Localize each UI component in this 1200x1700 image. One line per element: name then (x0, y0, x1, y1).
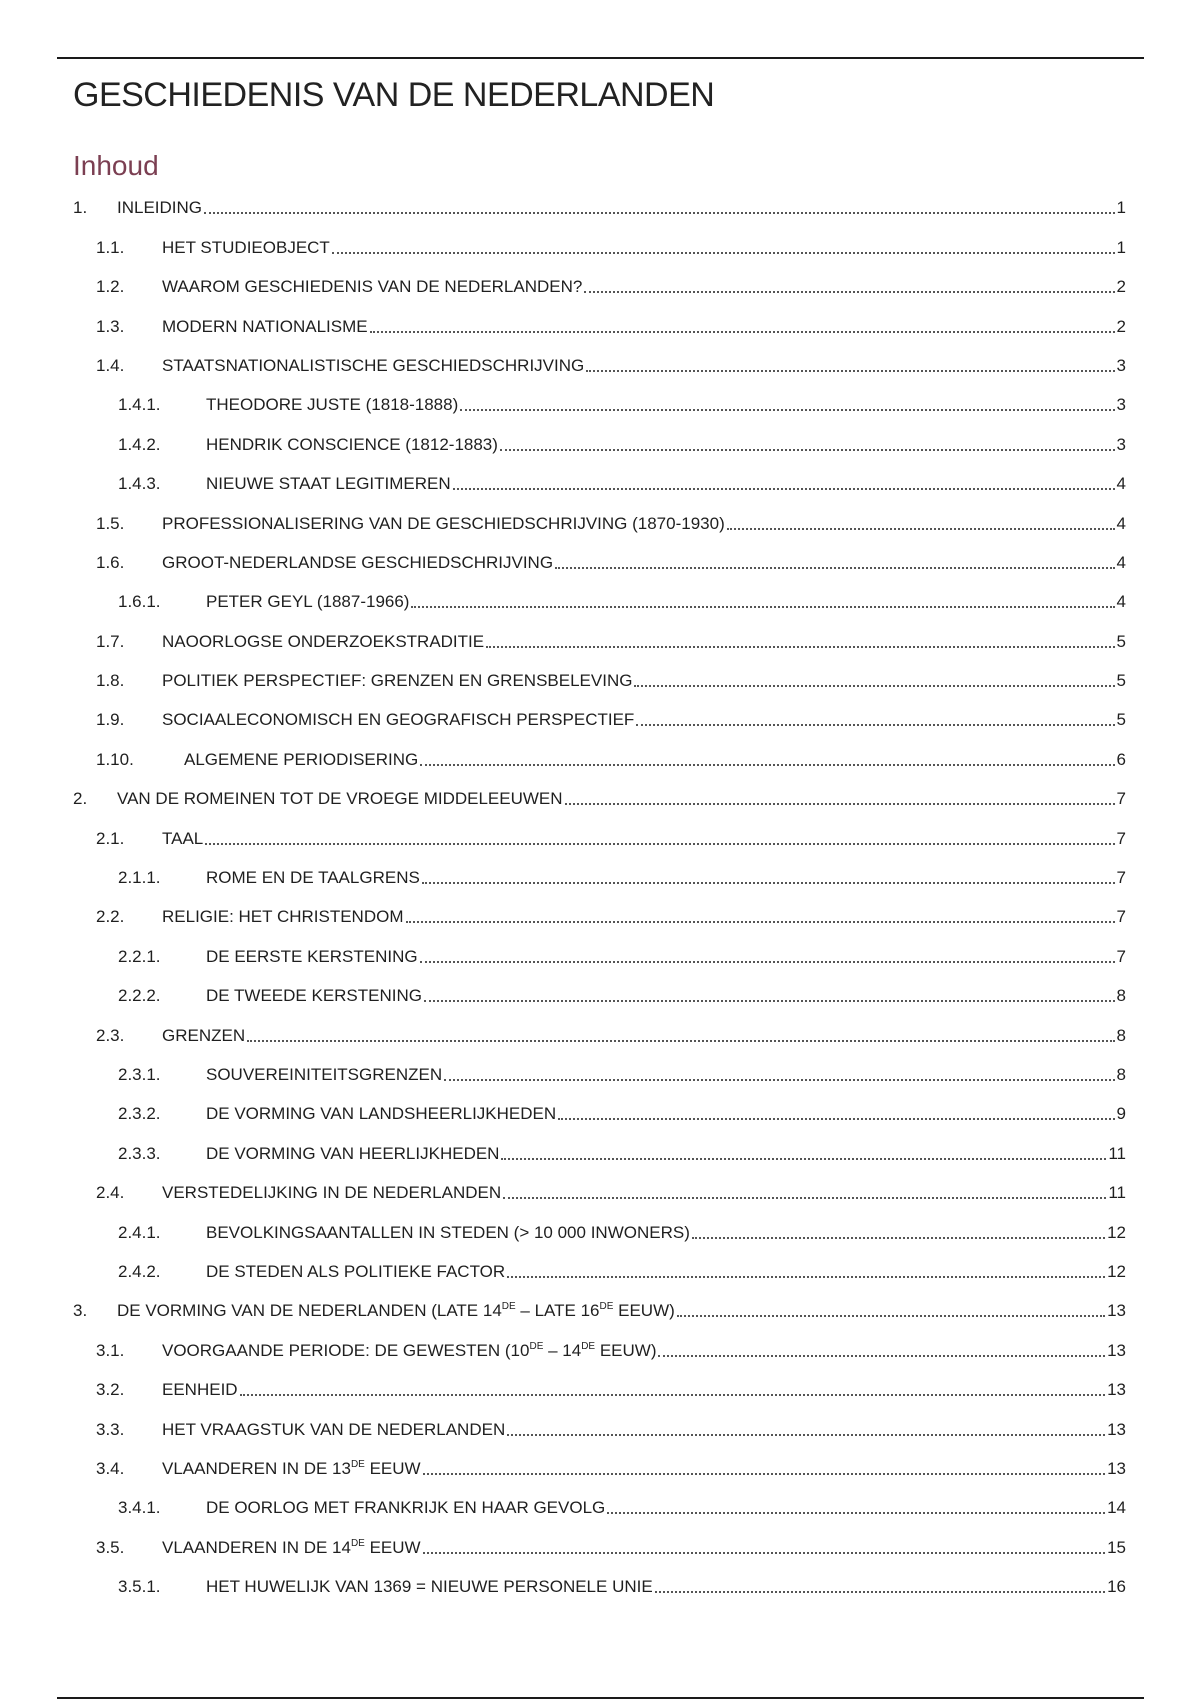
toc-entry-number: 3.1. (96, 1340, 125, 1360)
toc-leader-dots (503, 1197, 1106, 1199)
toc-leader-dots (204, 212, 1115, 214)
toc-entry-number: 3.2. (96, 1380, 125, 1400)
toc-entry[interactable] (73, 737, 1126, 776)
toc-leader-dots (501, 1158, 1106, 1160)
toc-entry-page: 7 (1116, 868, 1126, 888)
toc-entry-page: 7 (1116, 828, 1126, 848)
toc-entry-page: 12 (1107, 1222, 1126, 1242)
toc-entry-page: 3 (1116, 395, 1126, 415)
toc-leader-dots (247, 1040, 1114, 1042)
toc-entry-title: VAN DE ROMEINEN TOT DE VROEGE MIDDELEEUWEN (117, 789, 563, 809)
toc-entry[interactable] (73, 1447, 1126, 1486)
toc-leader-dots (634, 685, 1114, 687)
toc-entry-number: 1.1. (96, 237, 125, 257)
toc-entry[interactable] (73, 895, 1126, 934)
toc-entry-number: 2.3.1. (118, 1064, 161, 1084)
toc-entry[interactable] (73, 541, 1126, 580)
toc-leader-dots (424, 1000, 1115, 1002)
toc-leader-dots (692, 1237, 1105, 1239)
toc-entry[interactable] (73, 1407, 1126, 1446)
toc-leader-dots (423, 1473, 1105, 1475)
toc-leader-dots (444, 1079, 1114, 1081)
toc-entry-page: 4 (1116, 552, 1126, 572)
toc-entry-page: 13 (1107, 1458, 1126, 1478)
toc-entry[interactable] (73, 265, 1126, 304)
toc-entry-page: 7 (1116, 789, 1126, 809)
toc-entry-number: 2.2. (96, 907, 125, 927)
toc-leader-dots (411, 606, 1114, 608)
toc-entry-number: 2.4. (96, 1183, 125, 1203)
toc-entry[interactable] (73, 1013, 1126, 1052)
toc-leader-dots (565, 803, 1115, 805)
toc-entry[interactable] (73, 1328, 1126, 1367)
toc-entry-title: THEODORE JUSTE (1818-1888) (206, 395, 459, 415)
toc-entry[interactable] (73, 1289, 1126, 1328)
toc-entry[interactable] (73, 856, 1126, 895)
toc-entry-number: 2.1. (96, 828, 125, 848)
toc-entry-title: HET HUWELIJK VAN 1369 = NIEUWE PERSONELE UNIE (206, 1577, 653, 1597)
toc-entry-title: TAAL (162, 828, 204, 848)
toc-entry-number: 1. (73, 198, 88, 218)
toc-entry-page: 2 (1116, 277, 1126, 297)
toc-entry-page: 11 (1108, 1143, 1126, 1163)
toc-leader-dots (727, 528, 1115, 530)
toc-leader-dots (507, 1434, 1105, 1436)
page-title: GESCHIEDENIS VAN DE NEDERLANDEN (73, 76, 715, 114)
toc-leader-dots (584, 291, 1114, 293)
toc-entry-page: 15 (1107, 1537, 1126, 1557)
toc-entry-title: NIEUWE STAAT LEGITIMEREN (206, 474, 451, 494)
toc-entry-page: 7 (1116, 946, 1126, 966)
toc-entry-number: 2.3.2. (118, 1104, 161, 1124)
toc-entry-title: PROFESSIONALISERING VAN DE GESCHIEDSCHRIJVING (1870-1930) (162, 513, 725, 533)
toc-entry-number: 1.5. (96, 513, 125, 533)
toc-entry-title: VLAANDEREN IN DE 14DE EEUW (162, 1537, 421, 1557)
toc-entry-number: 1.4.3. (118, 474, 161, 494)
toc-entry-page: 16 (1107, 1577, 1126, 1597)
toc-entry-title: VOORGAANDE PERIODE: DE GEWESTEN (10DE – 14DE EEUW) (162, 1340, 657, 1360)
toc-entry-number: 2.3.3. (118, 1143, 161, 1163)
toc-entry-number: 2.1.1. (118, 868, 161, 888)
toc-entry-title: DE TWEEDE KERSTENING (206, 986, 422, 1006)
toc-entry[interactable] (73, 186, 1126, 225)
toc-entry-title: RELIGIE: HET CHRISTENDOM (162, 907, 404, 927)
toc-entry-page: 3 (1116, 355, 1126, 375)
toc-entry-number: 1.7. (96, 631, 125, 651)
bottom-rule (57, 1697, 1144, 1699)
toc-entry-title: HET STUDIEOBJECT (162, 237, 330, 257)
toc-entry[interactable] (73, 344, 1126, 383)
toc-entry-number: 1.6.1. (118, 592, 161, 612)
toc-entry[interactable] (73, 659, 1126, 698)
toc-entry-title: GROOT-NEDERLANDSE GESCHIEDSCHRIJVING (162, 552, 554, 572)
toc-entry-number: 1.3. (96, 316, 125, 336)
toc-entry[interactable] (73, 1092, 1126, 1131)
toc-entry-title: STAATSNATIONALISTISCHE GESCHIEDSCHRIJVING (162, 355, 585, 375)
toc-entry-page: 8 (1116, 1025, 1126, 1045)
toc-entry-page: 4 (1116, 513, 1126, 533)
toc-entry-number: 1.4.2. (118, 434, 161, 454)
toc-entry[interactable] (73, 777, 1126, 816)
toc-entry-number: 2.2.2. (118, 986, 161, 1006)
toc-entry-number: 2. (73, 789, 88, 809)
toc-entry[interactable] (73, 383, 1126, 422)
toc-entry-title: DE OORLOG MET FRANKRIJK EN HAAR GEVOLG (206, 1498, 606, 1518)
toc-entry-number: 2.2.1. (118, 946, 161, 966)
toc-leader-dots (423, 1552, 1105, 1554)
toc-entry-title: ROME EN DE TAALGRENS (206, 868, 420, 888)
toc-entry-title: SOCIAALECONOMISCH EN GEOGRAFISCH PERSPECTIEF (162, 710, 635, 730)
toc-entry[interactable] (73, 816, 1126, 855)
toc-entry[interactable] (73, 462, 1126, 501)
toc-entry[interactable] (73, 304, 1126, 343)
toc-entry-title: EENHEID (162, 1380, 238, 1400)
toc-leader-dots (453, 488, 1115, 490)
toc-entry[interactable] (73, 225, 1126, 264)
toc-entry-page: 4 (1116, 474, 1126, 494)
toc-entry-title: DE VORMING VAN DE NEDERLANDEN (LATE 14DE – LATE 16DE EEUW) (117, 1301, 675, 1321)
toc-leader-dots (555, 567, 1114, 569)
toc-entry-title: WAAROM GESCHIEDENIS VAN DE NEDERLANDEN? (162, 277, 583, 297)
toc-entry-page: 5 (1116, 710, 1126, 730)
top-rule (57, 57, 1144, 59)
toc-leader-dots (658, 1355, 1105, 1357)
toc-entry[interactable] (73, 422, 1126, 461)
toc-entry[interactable] (73, 1565, 1126, 1604)
toc-leader-dots (500, 449, 1115, 451)
toc-entry-title: SOUVEREINITEITSGRENZEN (206, 1064, 443, 1084)
toc-leader-dots (332, 252, 1115, 254)
toc-entry-page: 4 (1116, 592, 1126, 612)
toc-entry-title: PETER GEYL (1887-1966) (206, 592, 410, 612)
toc-entry-page: 8 (1116, 1064, 1126, 1084)
toc-entry[interactable] (73, 1250, 1126, 1289)
toc-entry-number: 2.4.1. (118, 1222, 161, 1242)
toc-leader-dots (677, 1315, 1105, 1317)
toc-entry[interactable] (73, 1525, 1126, 1564)
toc-entry-page: 11 (1108, 1183, 1126, 1203)
toc-entry-title: DE STEDEN ALS POLITIEKE FACTOR (206, 1261, 506, 1281)
toc-entry-title: VERSTEDELIJKING IN DE NEDERLANDEN (162, 1183, 502, 1203)
toc-leader-dots (420, 961, 1115, 963)
toc-entry-title: HENDRIK CONSCIENCE (1812-1883) (206, 434, 498, 454)
toc-leader-dots (406, 921, 1115, 923)
toc-entry-page: 1 (1116, 237, 1126, 257)
toc-entry-page: 5 (1116, 631, 1126, 651)
toc-leader-dots (460, 409, 1114, 411)
toc-entry[interactable] (73, 1486, 1126, 1525)
toc-leader-dots (636, 724, 1114, 726)
toc-entry-page: 8 (1116, 986, 1126, 1006)
toc-entry-title: NAOORLOGSE ONDERZOEKSTRADITIE (162, 631, 485, 651)
toc-entry-title: BEVOLKINGSAANTALLEN IN STEDEN (> 10 000 INWONERS) (206, 1222, 690, 1242)
toc-leader-dots (655, 1591, 1105, 1593)
toc-leader-dots (205, 843, 1114, 845)
toc-entry[interactable] (73, 1131, 1126, 1170)
toc-entry-title: DE VORMING VAN HEERLIJKHEDEN (206, 1143, 500, 1163)
toc-entry[interactable] (73, 974, 1126, 1013)
toc-entry-number: 3.4. (96, 1458, 125, 1478)
toc-entry-number: 3.4.1. (118, 1498, 161, 1518)
toc-leader-dots (370, 331, 1115, 333)
toc-entry-page: 13 (1107, 1340, 1126, 1360)
toc-entry-number: 1.6. (96, 552, 125, 572)
toc-entry-title: ALGEMENE PERIODISERING (184, 749, 419, 769)
toc-entry-number: 3.3. (96, 1419, 125, 1439)
toc-entry-title: INLEIDING (117, 198, 203, 218)
toc-entry-number: 1.9. (96, 710, 125, 730)
toc-entry[interactable] (73, 698, 1126, 737)
toc-entry-title: VLAANDEREN IN DE 13DE EEUW (162, 1458, 421, 1478)
toc-entry-page: 6 (1116, 749, 1126, 769)
toc-entry-page: 3 (1116, 434, 1126, 454)
toc-entry[interactable] (73, 1171, 1126, 1210)
toc-entry-number: 2.4.2. (118, 1261, 161, 1281)
toc-entry-page: 12 (1107, 1261, 1126, 1281)
toc-entry[interactable] (73, 1053, 1126, 1092)
toc-leader-dots (240, 1394, 1106, 1396)
toc-leader-dots (486, 646, 1114, 648)
toc-entry-number: 1.8. (96, 671, 125, 691)
toc-entry-page: 13 (1107, 1301, 1126, 1321)
toc-entry-page: 9 (1116, 1104, 1126, 1124)
toc-entry-number: 1.4. (96, 355, 125, 375)
toc-entry-number: 2.3. (96, 1025, 125, 1045)
toc-entry-page: 13 (1107, 1419, 1126, 1439)
toc-entry-page: 13 (1107, 1380, 1126, 1400)
toc-entry[interactable] (73, 501, 1126, 540)
toc-entry-title: MODERN NATIONALISME (162, 316, 368, 336)
toc-entry-page: 7 (1116, 907, 1126, 927)
toc-entry-page: 2 (1116, 316, 1126, 336)
toc-leader-dots (420, 764, 1114, 766)
toc-leader-dots (422, 882, 1115, 884)
toc-entry[interactable] (73, 934, 1126, 973)
toc-leader-dots (558, 1118, 1114, 1120)
toc-entry-page: 14 (1107, 1498, 1126, 1518)
toc-leader-dots (586, 370, 1114, 372)
toc-entry-title: POLITIEK PERSPECTIEF: GRENZEN EN GRENSBELEVING (162, 671, 633, 691)
toc-leader-dots (607, 1512, 1105, 1514)
toc-entry-number: 3.5.1. (118, 1577, 161, 1597)
toc-entry-page: 1 (1116, 198, 1126, 218)
toc-leader-dots (507, 1276, 1105, 1278)
toc-entry-number: 3.5. (96, 1537, 125, 1557)
toc-entry[interactable] (73, 1368, 1126, 1407)
toc-entry-title: GRENZEN (162, 1025, 246, 1045)
toc-entry-page: 5 (1116, 671, 1126, 691)
toc-entry-number: 1.10. (96, 749, 134, 769)
toc-heading: Inhoud (73, 150, 159, 181)
toc-entry-number: 3. (73, 1301, 88, 1321)
toc-entry-title: DE VORMING VAN LANDSHEERLIJKHEDEN (206, 1104, 557, 1124)
toc-entry[interactable] (73, 580, 1126, 619)
toc-entry[interactable] (73, 1210, 1126, 1249)
table-of-contents (73, 186, 1126, 1604)
toc-entry-title: DE EERSTE KERSTENING (206, 946, 418, 966)
toc-entry-number: 1.4.1. (118, 395, 161, 415)
toc-entry-number: 1.2. (96, 277, 125, 297)
toc-entry[interactable] (73, 619, 1126, 658)
toc-entry-title: HET VRAAGSTUK VAN DE NEDERLANDEN (162, 1419, 506, 1439)
